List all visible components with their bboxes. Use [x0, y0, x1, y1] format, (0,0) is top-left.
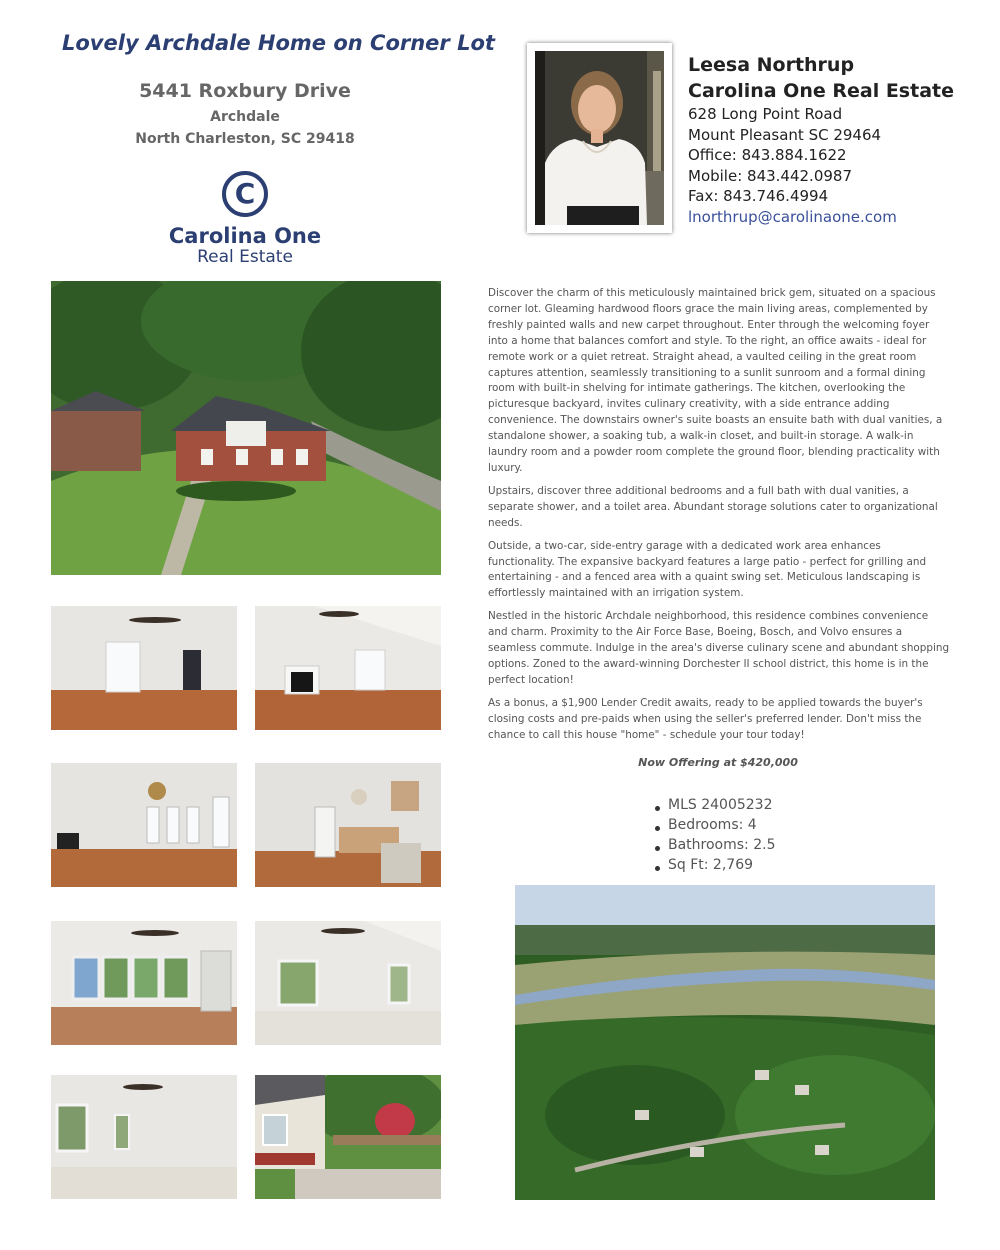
- great-room-photo: [255, 606, 441, 730]
- bullet-icon: [655, 846, 660, 851]
- street-address: 5441 Roxbury Drive: [139, 80, 351, 102]
- agent-mobile-phone: Mobile: 843.442.0987: [688, 166, 852, 185]
- agent-office-phone: Office: 843.884.1622: [688, 146, 847, 164]
- agent-street: 628 Long Point Road: [688, 105, 843, 123]
- description-paragraph: Outside, a two-car, side-entry garage with a dedicated work area enhances functionality. The expansive backyard features a large patio - perfect for grilling and entertaining - and a fenced area with a quaint swing set. Meticulous landscaping is effortlessly maintained with an irrigation system.: [488, 539, 927, 600]
- backyard-patio-photo: [255, 1075, 441, 1199]
- agent-city: Mount Pleasant SC 29464: [688, 125, 882, 144]
- logo-mark: C: [234, 177, 256, 210]
- neighborhood-aerial-photo: [515, 885, 935, 1200]
- fact-bedrooms: Bedrooms: 4: [668, 817, 757, 833]
- city-state-zip: North Charleston, SC 29418: [135, 131, 355, 147]
- company-logo: [168, 170, 328, 265]
- house-aerial-photo: [51, 281, 441, 575]
- dining-room-photo: [51, 763, 237, 887]
- secondary-bedroom-photo: [51, 1075, 237, 1199]
- offer-price: Now Offering at $420,000: [638, 756, 798, 769]
- bullet-icon: [655, 866, 660, 871]
- fact-item: [655, 815, 776, 835]
- fact-sqft: Sq Ft: 2,769: [668, 857, 754, 873]
- kitchen-photo: [255, 763, 441, 887]
- agent-portrait: [535, 51, 664, 225]
- agent-portrait-frame: [527, 43, 672, 233]
- agent-company: Carolina One Real Estate: [688, 80, 954, 102]
- description-paragraph: Nestled in the historic Archdale neighborhood, this residence combines convenience and charm. Proximity to the Air Force Base, Boeing, Bosch, and Volvo ensures a seamless commute. Indulge in the area's diverse culinary scene and abundant shopping options. Zoned to the award-winning Dorchester II school district, this home is in the perfect location!: [488, 610, 950, 686]
- description-paragraph: Discover the charm of this meticulously maintained brick gem, situated on a spacious corner lot. Gleaming hardwood floors grace the main living areas, complemented by freshly painted walls and new carpet throughout. Enter through the welcoming foyer into a home that balances comfort and style. To the right, an office awaits - ideal for remote work or a quiet retreat. Straight ahead, a vaulted ceiling in the great room captures attention, seamlessly transitioning to a sunlit sunroom and a formal dining room with built-in shelving for intimate gatherings. The kitchen, overlooking the picturesque backyard, invites culinary creativity, with a side entrance adding convenience. The downstairs owner's suite boasts an ensuite bath with dual vanities, a standalone shower, a soaking tub, a walk-in closet, and built-in storage. A walk-in laundry room and a powder room complete the ground floor, blending practicality with luxury.: [488, 287, 943, 474]
- agent-fax: Fax: 843.746.4994: [688, 187, 829, 205]
- listing-headline: Lovely Archdale Home on Corner Lot: [62, 31, 495, 55]
- agent-email-link[interactable]: lnorthrup@carolinaone.com: [688, 207, 897, 226]
- neighborhood: Archdale: [210, 109, 280, 125]
- fact-item: [655, 835, 776, 855]
- description-paragraph: As a bonus, a $1,900 Lender Credit awaits, ready to be applied towards the buyer's closing costs and pre-paids when using the seller's preferred lender. Don't miss the chance to call this house "home" - schedule your tour today!: [488, 696, 923, 741]
- listing-description: [488, 286, 950, 750]
- agent-contact: [688, 52, 954, 227]
- agent-name: Leesa Northrup: [688, 54, 855, 76]
- copyright-c-icon: [168, 170, 328, 265]
- living-room-photo: [51, 606, 237, 730]
- logo-tagline: Real Estate: [197, 247, 293, 265]
- fact-item: [655, 795, 776, 815]
- fact-item: [655, 855, 776, 875]
- fact-bathrooms: Bathrooms: 2.5: [668, 837, 776, 853]
- bullet-icon: [655, 826, 660, 831]
- logo-name: Carolina One: [168, 224, 322, 248]
- bedroom-photo: [255, 921, 441, 1045]
- bullet-icon: [655, 806, 660, 811]
- property-facts-list: [655, 795, 776, 875]
- fact-mls: MLS 24005232: [668, 797, 773, 813]
- description-paragraph: Upstairs, discover three additional bedrooms and a full bath with dual vanities, a separate shower, and a toilet area. Abundant storage solutions cater to organizational needs.: [488, 484, 938, 529]
- sunroom-photo: [51, 921, 237, 1045]
